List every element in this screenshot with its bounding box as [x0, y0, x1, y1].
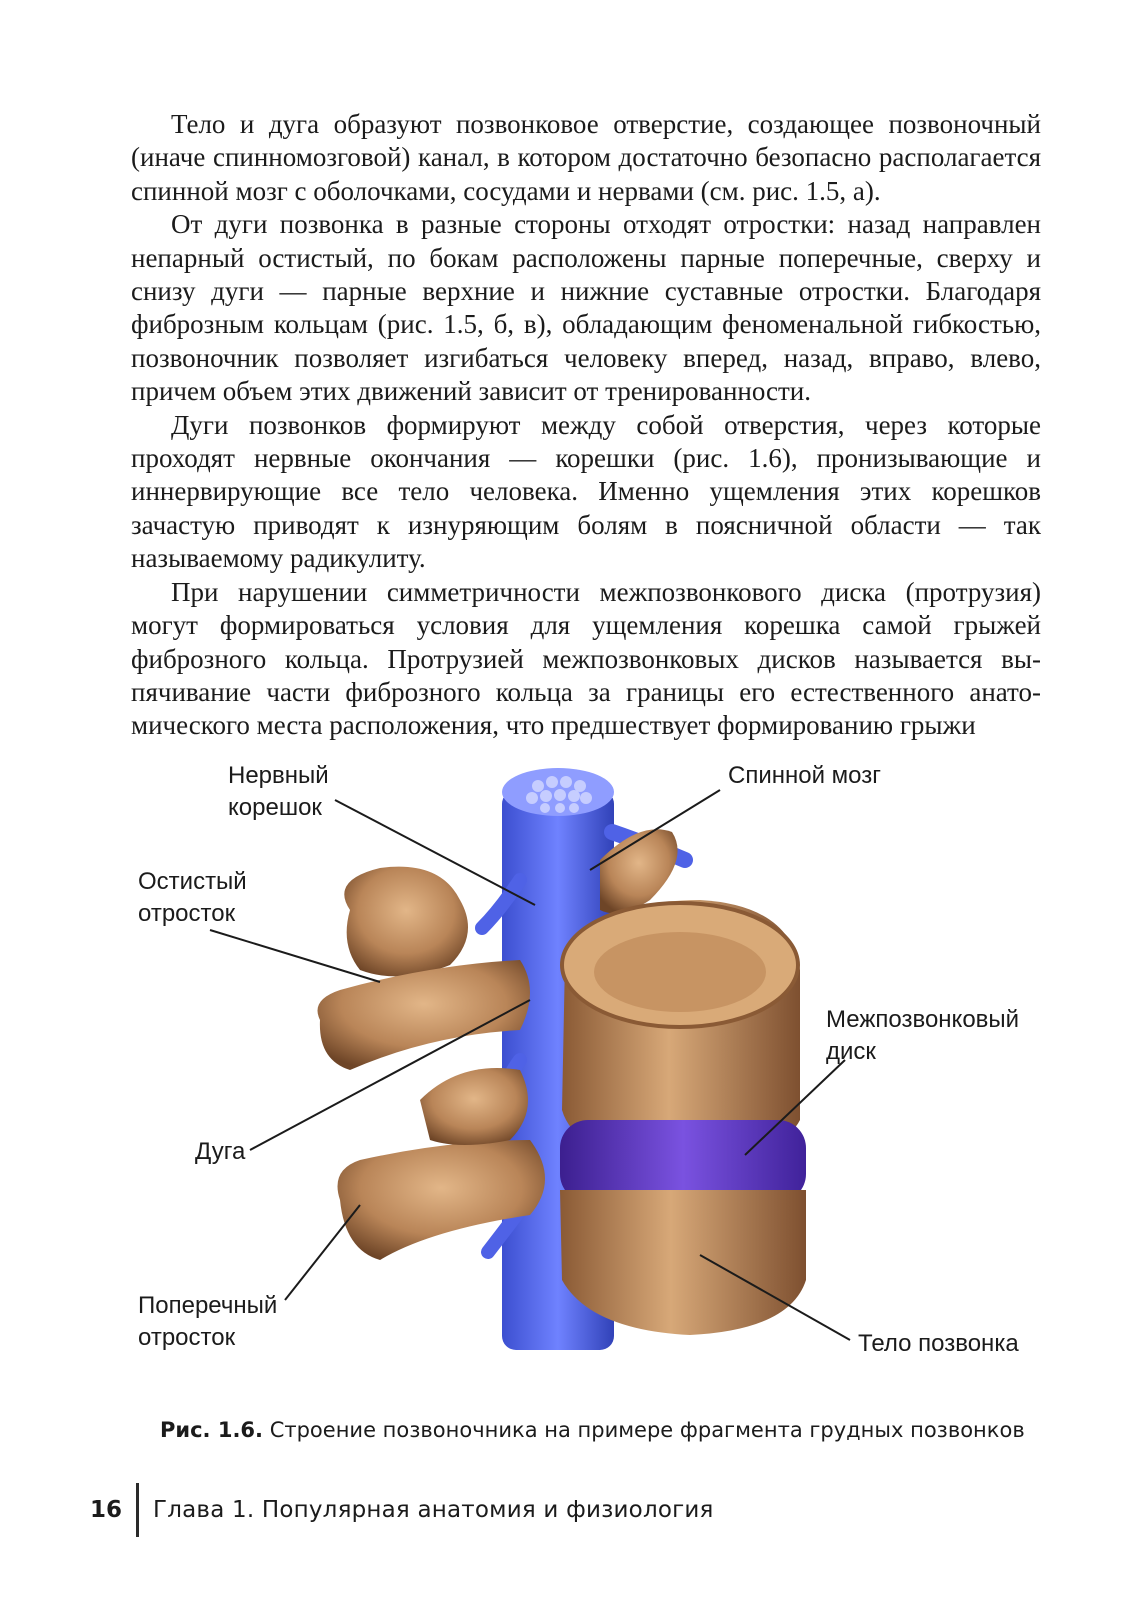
label-vertebral-body: Тело позвонка [858, 1330, 1019, 1357]
caption-number: Рис. 1.6. [160, 1418, 264, 1442]
label-spinous-process: Остистый отросток [138, 868, 247, 927]
caption-text: Строение позвоночника на примере фрагмента грудных позвонков [263, 1418, 1025, 1442]
page-footer [90, 1485, 714, 1535]
label-arch: Дуга [195, 1138, 246, 1165]
footer-divider [136, 1483, 139, 1537]
label-transverse-process: Поперечный отросток [138, 1292, 278, 1351]
paragraph: От дуги позвонка в разные стороны отходят отростки: назад направлен непарный остистый, по бокам расположены парные поперечные, сверху и снизу дуги — парные верхние и нижние суставные отростки. Благодаря фиброзным кольцам (рис. 1.5, б, в), обладающим феноменальной гибкостью, позвоночник позволяет изгибаться человеку вперед, назад, вправо, влево, причем объем этих движений зависит от тренированности. [131, 209, 1041, 407]
paragraph: При нарушении симметричности межпозвонкового диска (протрузия) могут формироваться условия для ущемления корешка самой грыжей фиброзного кольца. Протрузией межпозвонковых дисков называется выпячивание части фиброзного кольца за границы его естественного анатомического места расположения, что предшествует формированию грыжи [131, 576, 1041, 741]
label-intervertebral-disc: Межпозвонковый диск [826, 1006, 1020, 1065]
running-title: Глава 1. Популярная анатомия и физиология [153, 1497, 714, 1523]
label-spinal-cord: Спинной мозг [728, 762, 881, 789]
leader-transverse-process [285, 1205, 360, 1300]
figure-caption [160, 1418, 1060, 1442]
paragraph: Тело и дуга образуют позвонковое отверстие, создающее позвоночный (иначе спинномозговой) канал, в котором достаточно безопасно располагается спинной мозг с оболочками, сосудами и нервами (см. рис. 1.5, а). [131, 109, 1041, 206]
body-text [131, 108, 1041, 743]
label-nerve-root: Нервный корешок [228, 762, 329, 821]
page-number: 16 [90, 1497, 123, 1523]
spine-figure [0, 760, 1129, 1400]
paragraph: Дуги позвонков формируют между собой отверстия, через которые проходят нервные окончания — корешки (рис. 1.6), пронизывающие и иннервирующие все тело человека. Именно ущемления этих корешков зачастую приводят к изнуряющим болям в поясничной области — так называемому радикулиту. [131, 409, 1041, 574]
